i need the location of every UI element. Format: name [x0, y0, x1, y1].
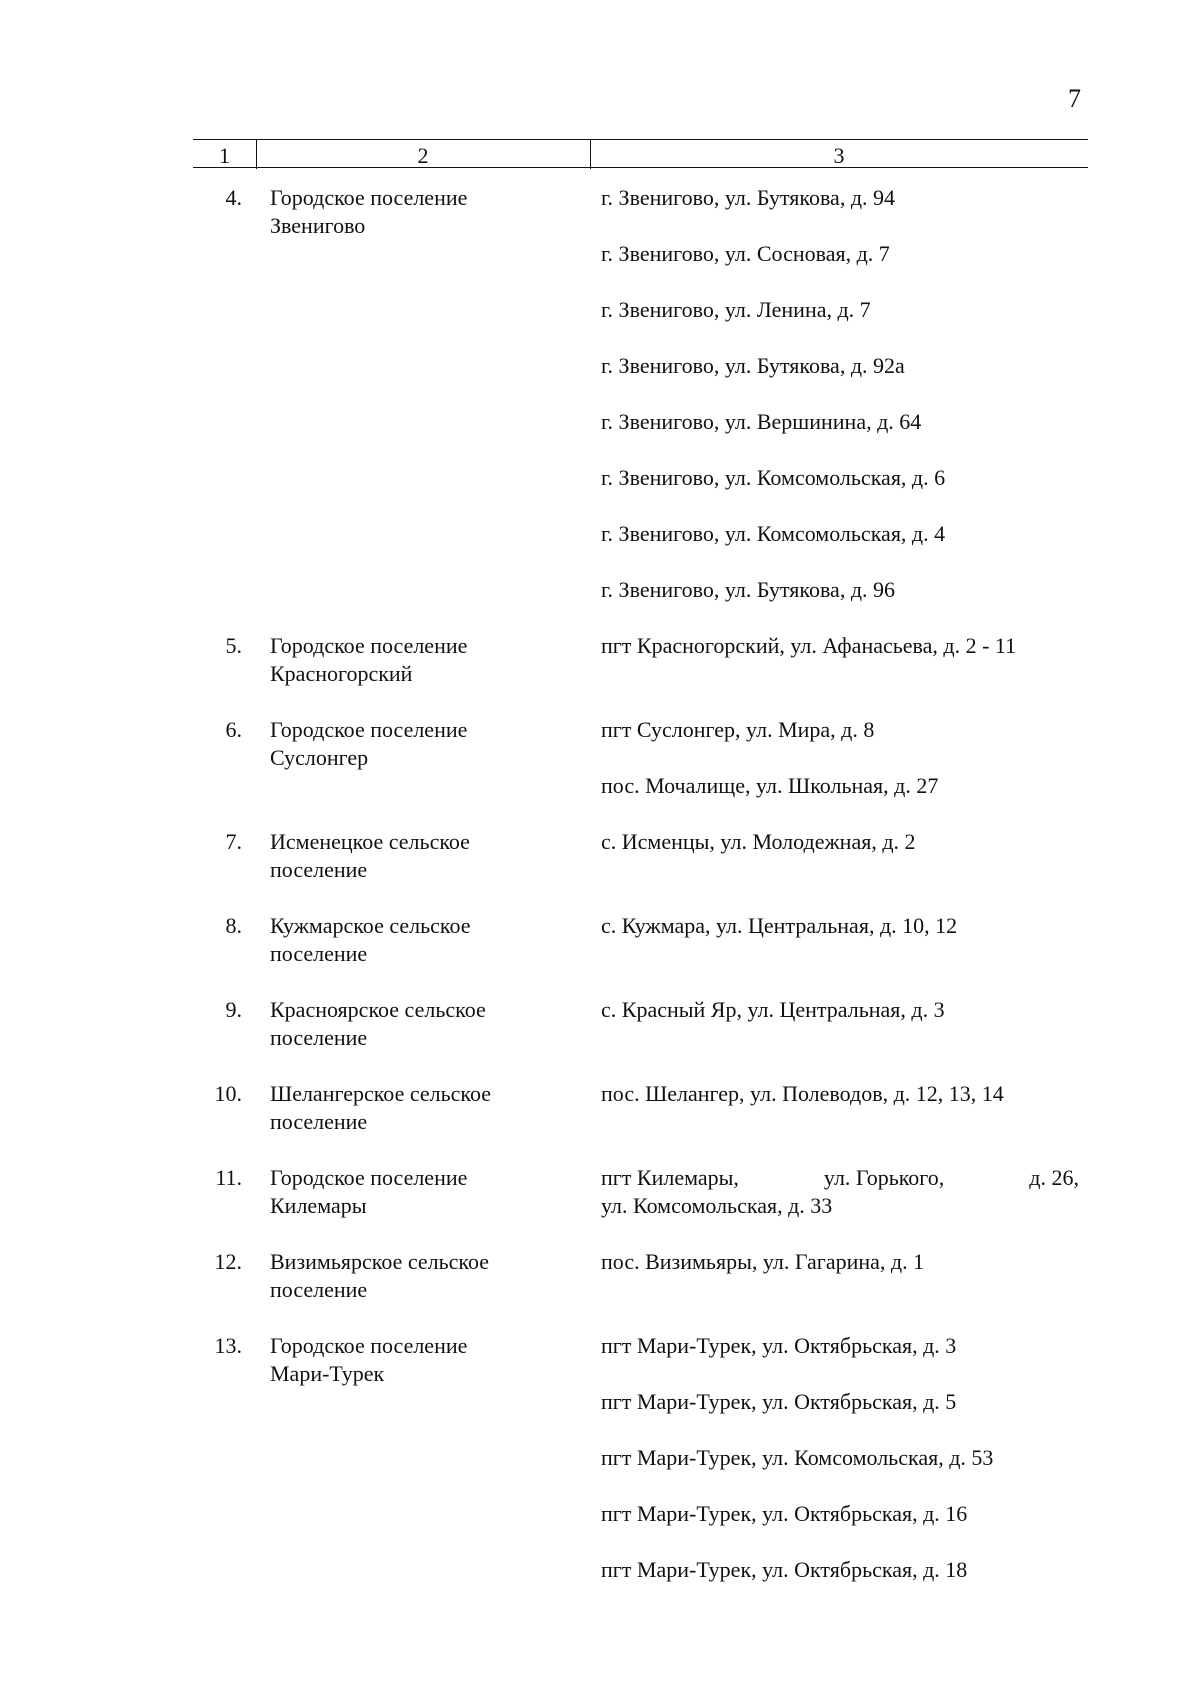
- row-number: 4.: [225, 185, 242, 210]
- address: г. Звенигово, ул. Ленина, д. 7: [601, 297, 871, 322]
- settlement-name: Визимьярское сельское поселение: [270, 1249, 490, 1302]
- row-number: 10.: [214, 1081, 242, 1106]
- address-block: [601, 1164, 1079, 1220]
- settlement-name: Красноярское сельское поселение: [270, 997, 486, 1050]
- settlement-name: Городское поселение Килемары: [270, 1165, 468, 1218]
- address: пгт Мари-Турек, ул. Октябрьская, д. 16: [601, 1501, 968, 1526]
- header-col-1: 1: [219, 143, 230, 168]
- row-number: 11.: [215, 1165, 242, 1190]
- address: с. Исменцы, ул. Молодежная, д. 2: [601, 829, 916, 854]
- address: с. Кужмара, ул. Центральная, д. 10, 12: [601, 913, 958, 938]
- address: пос. Мочалище, ул. Школьная, д. 27: [601, 773, 939, 798]
- address: г. Звенигово, ул. Бутякова, д. 92а: [601, 353, 905, 378]
- row-number: 7.: [225, 829, 242, 854]
- settlement-name: Городское поселение Звенигово: [270, 185, 468, 238]
- table-header: [193, 139, 1088, 169]
- header-top-rule: [193, 139, 1088, 140]
- row-number: 9.: [225, 997, 242, 1022]
- address: пос. Визимьяры, ул. Гагарина, д. 1: [601, 1249, 925, 1274]
- header-col-2: 2: [417, 143, 429, 168]
- address: пгт Красногорский, ул. Афанасьева, д. 2 - 11: [601, 633, 1017, 658]
- address: пгт Мари-Турек, ул. Октябрьская, д. 3: [601, 1333, 957, 1358]
- settlement-name: Городское поселение Суслонгер: [270, 717, 468, 770]
- address-part: д. 26,: [1029, 1165, 1079, 1190]
- row-number: 6.: [225, 717, 242, 742]
- address: пос. Шелангер, ул. Полеводов, д. 12, 13, 14: [601, 1081, 1004, 1106]
- address: г. Звенигово, ул. Бутякова, д. 94: [601, 185, 896, 210]
- page-number: 7: [1068, 84, 1081, 113]
- address-part: ул. Горького,: [823, 1165, 945, 1190]
- address: г. Звенигово, ул. Комсомольская, д. 4: [601, 521, 946, 546]
- settlement-name: Исменецкое сельское поселение: [270, 829, 470, 882]
- address: г. Звенигово, ул. Вершинина, д. 64: [601, 409, 922, 434]
- row-number: 8.: [225, 913, 242, 938]
- header-col-3: 3: [833, 143, 845, 168]
- settlement-name: Городское поселение Мари-Турек: [270, 1333, 468, 1386]
- address: г. Звенигово, ул. Комсомольская, д. 6: [601, 465, 946, 490]
- address-line: ул. Комсомольская, д. 33: [601, 1193, 833, 1218]
- settlement-name: Городское поселение Красногорский: [270, 633, 468, 686]
- address: г. Звенигово, ул. Бутякова, д. 96: [601, 577, 896, 602]
- address: пгт Мари-Турек, ул. Комсомольская, д. 53: [601, 1445, 994, 1470]
- row-number: 5.: [225, 633, 242, 658]
- address: пгт Мари-Турек, ул. Октябрьская, д. 5: [601, 1389, 957, 1414]
- row-number: 12.: [214, 1249, 242, 1274]
- settlement-name: Шелангерское сельское поселение: [270, 1081, 492, 1134]
- address-part: пгт Килемары,: [601, 1165, 739, 1190]
- address: г. Звенигово, ул. Сосновая, д. 7: [601, 241, 890, 266]
- settlement-name: Кужмарское сельское поселение: [270, 913, 471, 966]
- address: пгт Мари-Турек, ул. Октябрьская, д. 18: [601, 1557, 968, 1582]
- address-line: [601, 1164, 1079, 1192]
- row-number: 13.: [214, 1333, 242, 1358]
- address: пгт Суслонгер, ул. Мира, д. 8: [601, 717, 875, 742]
- address: с. Красный Яр, ул. Центральная, д. 3: [601, 997, 945, 1022]
